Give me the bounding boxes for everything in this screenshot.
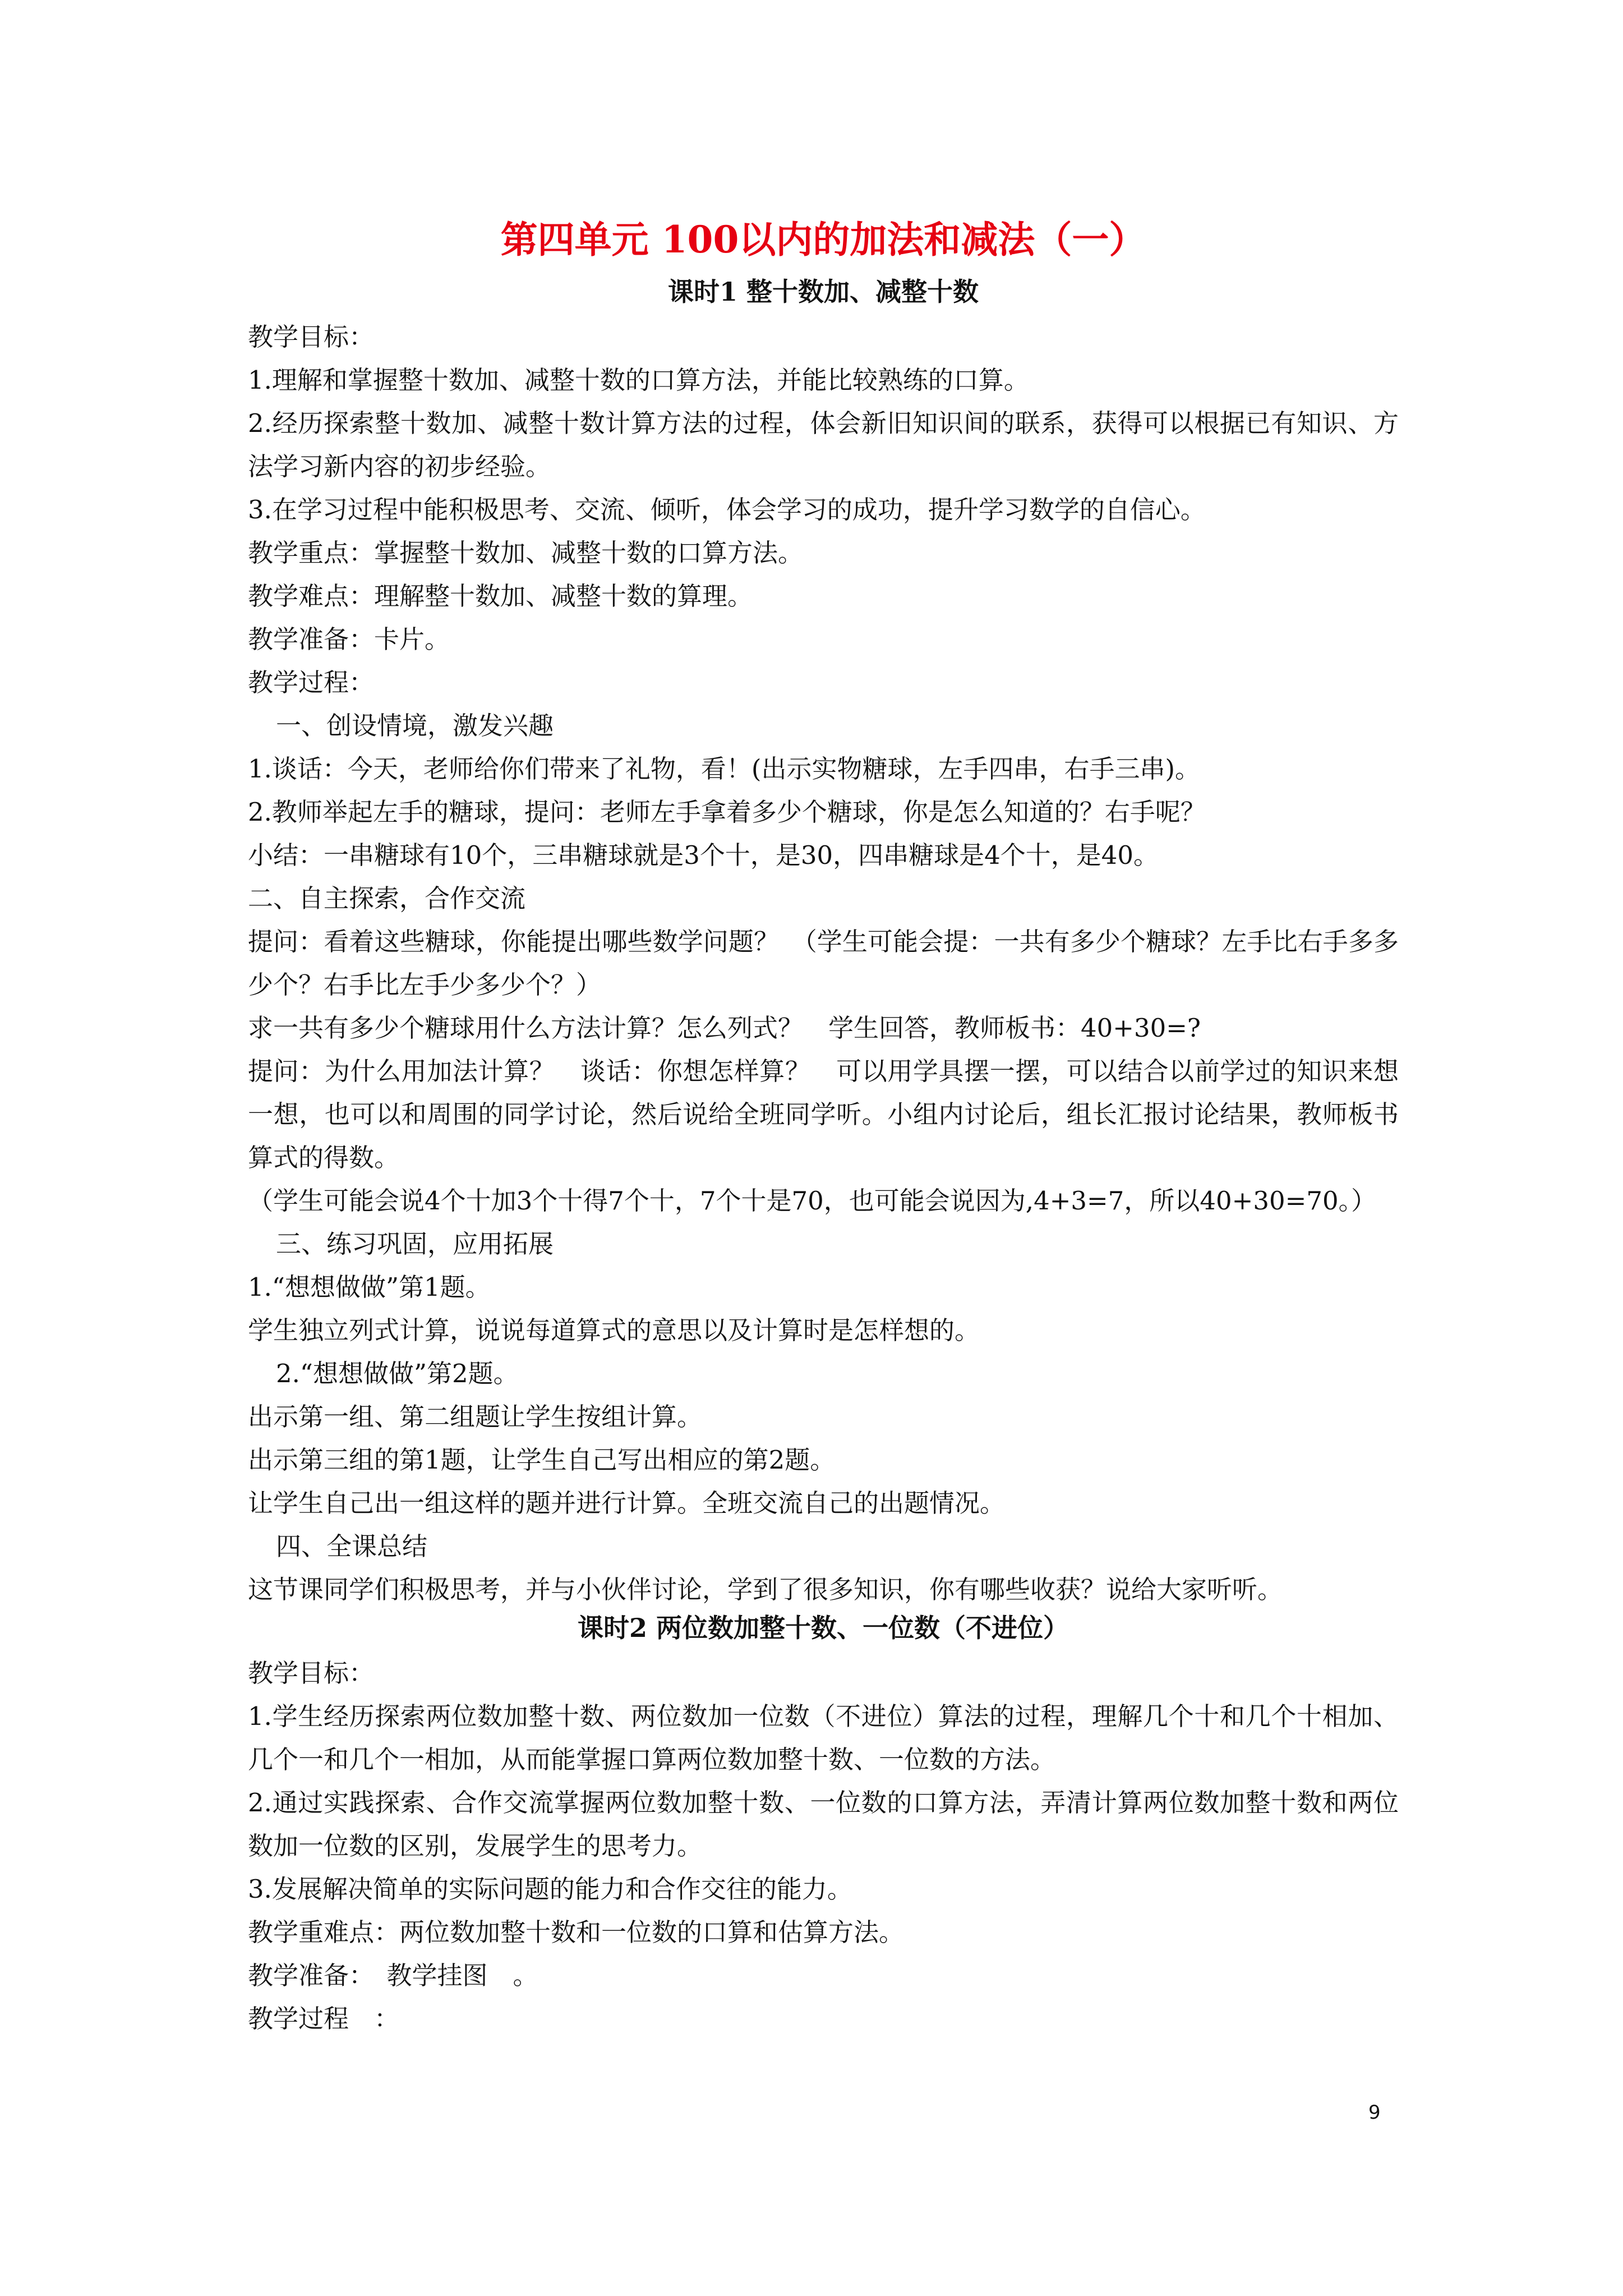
text-line: 3.在学习过程中能积极思考、交流、倾听，体会学习的成功，提升学习数学的自信心。: [248, 495, 1206, 524]
section-heading: 三、练习巩固，应用拓展: [276, 1229, 554, 1259]
text-line: 这节课同学们积极思考，并与小伙伴讨论，学到了很多知识，你有哪些收获？说给大家听听。: [248, 1575, 1283, 1604]
text-line: 教学准备： 教学挂图 。: [248, 1961, 538, 1990]
text-line: 出示第三组的第1题，让学生自己写出相应的第2题。: [248, 1445, 836, 1475]
text-line: 教学难点：理解整十数加、减整十数的算理。: [248, 581, 753, 611]
page-number: 9: [1368, 2101, 1381, 2124]
text-line: （学生可能会说4个十加3个十得7个十，7个十是70，也可能会说因为,4+3=7，所以40+30=70。）: [248, 1186, 1377, 1216]
text-line: 学生独立列式计算，说说每道算式的意思以及计算时是怎样想的。: [248, 1315, 980, 1345]
text-line: 让学生自己出一组这样的题并进行计算。全班交流自己的出题情况。: [248, 1488, 1006, 1518]
text-line: 1.谈话：今天，老师给你们带来了礼物，看！(出示实物糖球，左手四串，右手三串)。: [248, 754, 1201, 784]
section-heading: 四、全课总结: [276, 1531, 428, 1561]
unit-title: 第四单元 100以内的加法和减法（一）: [500, 218, 1146, 261]
section-heading: 二、自主探索，合作交流: [248, 884, 526, 913]
text-line: 教学过程：: [248, 668, 375, 697]
lesson1-text: [248, 315, 1399, 1611]
lesson2-title: 课时2 两位数加整十数、一位数（不进位）: [577, 1613, 1069, 1643]
text-line: 教学目标：: [248, 322, 375, 352]
text-line: 出示第一组、第二组题让学生按组计算。: [248, 1402, 703, 1432]
lesson1-title: 课时1 整十数加、减整十数: [667, 277, 979, 307]
text-line: 教学重点：掌握整十数加、减整十数的口算方法。: [248, 538, 804, 568]
text-line: 教学过程 ：: [248, 2004, 400, 2033]
text-line: 2.“想想做做”第2题。: [276, 1359, 519, 1388]
text-line: 1.学生经历探索两位数加整十数、两位数加一位数（不进位）算法的过程，理解几个十和几个十相加、几个一和几个一相加，从而能掌握口算两位数加整十数、一位数的方法。: [248, 1701, 1399, 1774]
text-line: 2.通过实践探索、合作交流掌握两位数加整十数、一位数的口算方法，弄清计算两位数加整十数和两位数加一位数的区别，发展学生的思考力。: [248, 1788, 1399, 1861]
text-line: 3.发展解决简单的实际问题的能力和合作交往的能力。: [248, 1874, 852, 1904]
text-line: 教学准备：卡片。: [248, 624, 450, 654]
document-body: [248, 214, 1399, 2040]
text-line: 1.理解和掌握整十数加、减整十数的口算方法，并能比较熟练的口算。: [248, 365, 1029, 395]
text-line: 小结：一串糖球有10个，三串糖球就是3个十，是30，四串糖球是4个十，是40。: [248, 840, 1159, 870]
section-heading: 一、创设情境，激发兴趣: [276, 711, 554, 740]
text-line: 1.“想想做做”第1题。: [248, 1272, 491, 1302]
text-line: 2.经历探索整十数加、减整十数计算方法的过程，体会新旧知识间的联系，获得可以根据已有知识、方法学习新内容的初步经验。: [248, 408, 1399, 481]
lesson2-text: [248, 1651, 1399, 2040]
text-line: 提问：为什么用加法计算？ 谈话：你想怎样算？ 可以用学具摆一摆，可以结合以前学过的知识来想一想，也可以和周围的同学讨论，然后说给全班同学听。小组内讨论后，组长汇报讨论结果，教师板书算式的得数。: [248, 1056, 1399, 1172]
text-line: 2.教师举起左手的糖球，提问：老师左手拿着多少个糖球，你是怎么知道的？右手呢？: [248, 797, 1206, 827]
text-line: 提问：看着这些糖球，你能提出哪些数学问题？ （学生可能会提：一共有多少个糖球？左手比右手多多少个？右手比左手少多少个？）: [248, 927, 1399, 1000]
text-line: 教学目标：: [248, 1658, 375, 1688]
text-line: 教学重难点：两位数加整十数和一位数的口算和估算方法。: [248, 1917, 905, 1947]
text-line: 求一共有多少个糖球用什么方法计算？怎么列式？ 学生回答，教师板书：40+30=?: [248, 1013, 1201, 1043]
